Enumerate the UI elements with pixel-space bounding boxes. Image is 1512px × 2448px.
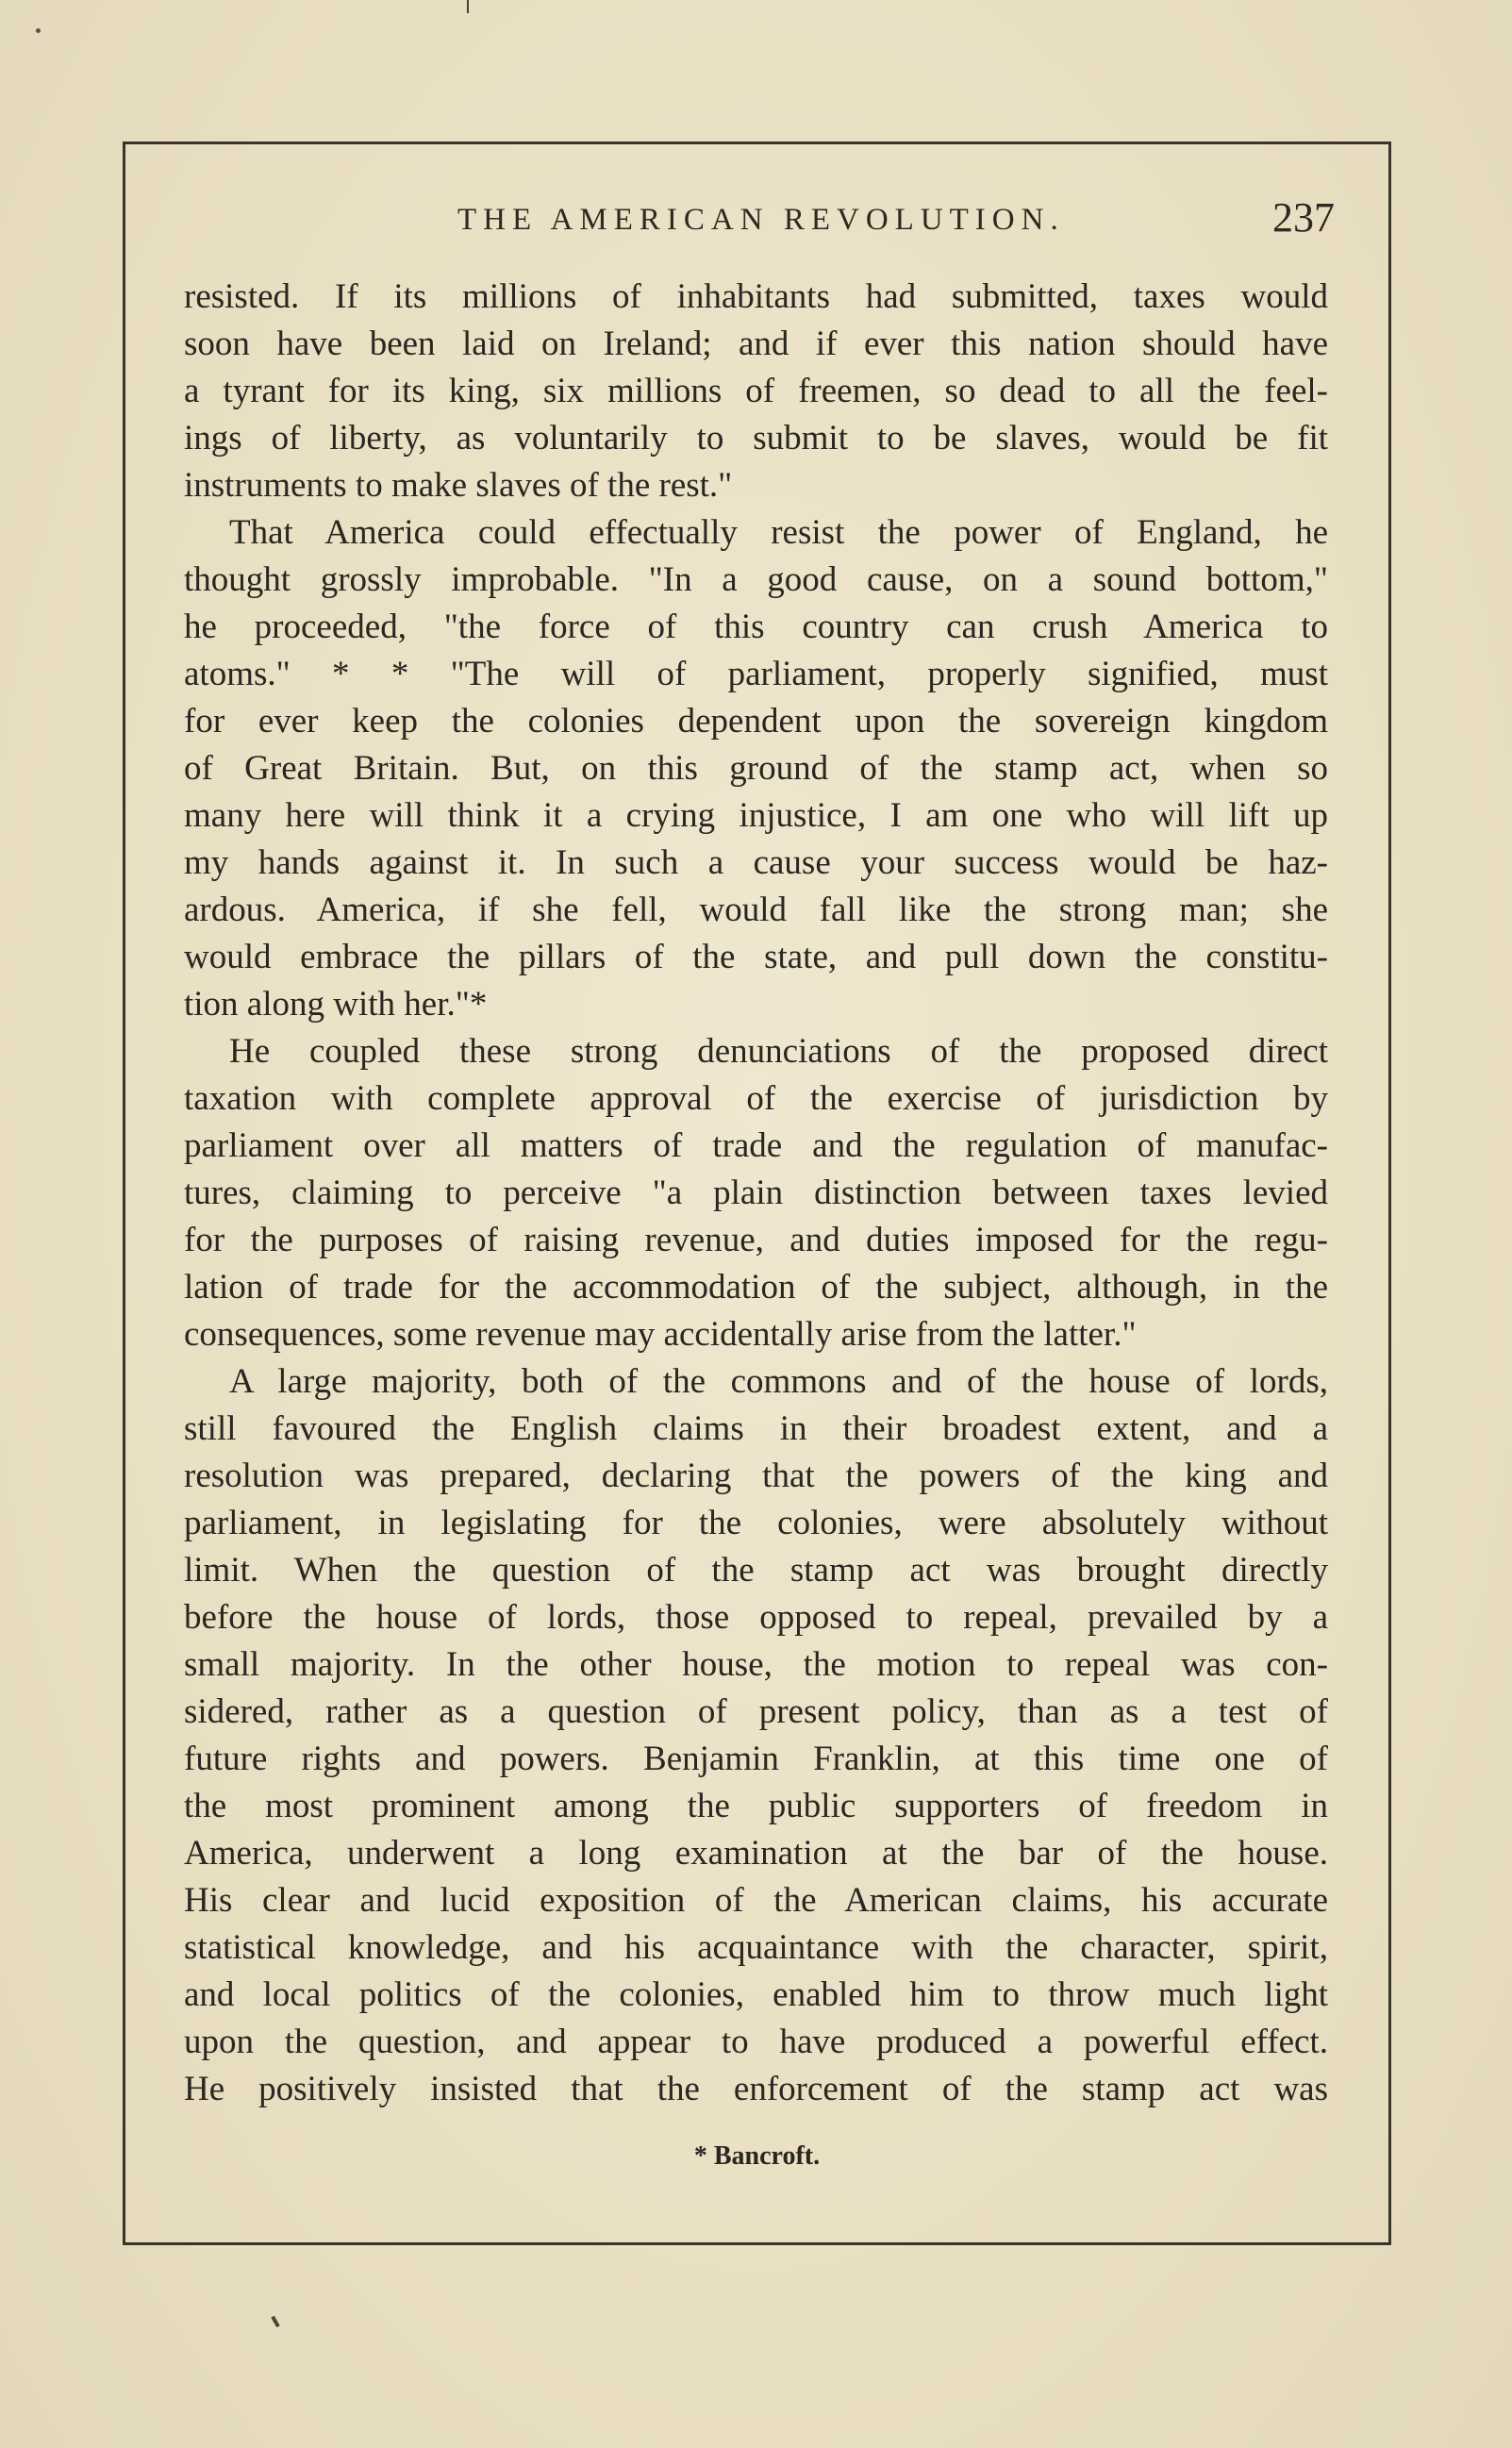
text-line: limit. When the question of the stamp act was brought directly xyxy=(184,1551,1328,1590)
text-line: soon have been laid on Ireland; and if ever this nation should have xyxy=(184,325,1328,363)
text-line: atoms." * * "The will of parliament, properly signified, must xyxy=(184,655,1328,693)
text-line: thought grossly improbable. "In a good cause, on a sound bottom," xyxy=(184,560,1328,599)
body-text xyxy=(184,274,1328,2113)
page-number: 237 xyxy=(1272,194,1335,241)
text-line: of Great Britain. But, on this ground of the stamp act, when so xyxy=(184,749,1328,788)
text-line: That America could effectually resist the power of England, he xyxy=(229,513,1328,552)
text-line: parliament, in legislating for the colonies, were absolutely without xyxy=(184,1504,1328,1542)
text-line: many here will think it a crying injustice, I am one who will lift up xyxy=(184,796,1328,835)
print-speck xyxy=(467,0,469,13)
footnote: * Bancroft. xyxy=(693,2141,821,2171)
text-line: consequences, some revenue may accidentally arise from the latter." xyxy=(184,1315,1137,1354)
text-line: upon the question, and appear to have produced a powerful effect. xyxy=(184,2023,1328,2061)
text-line: statistical knowledge, and his acquaintance with the character, spirit, xyxy=(184,1928,1328,1967)
text-line: ardous. America, if she fell, would fall like the strong man; she xyxy=(184,891,1328,929)
text-line: tures, claiming to perceive "a plain distinction between taxes levied xyxy=(184,1174,1328,1212)
text-line: for the purposes of raising revenue, and duties imposed for the regu- xyxy=(184,1221,1328,1259)
text-line: would embrace the pillars of the state, and pull down the constitu- xyxy=(184,938,1328,976)
running-header xyxy=(123,193,1335,250)
text-line: a tyrant for its king, six millions of freemen, so dead to all the feel- xyxy=(184,372,1328,410)
text-line: His clear and lucid exposition of the American claims, his accurate xyxy=(184,1881,1328,1920)
text-line: sidered, rather as a question of present policy, than as a test of xyxy=(184,1692,1328,1731)
print-speck xyxy=(36,28,41,33)
text-line: before the house of lords, those opposed to repeal, prevailed by a xyxy=(184,1598,1328,1637)
text-line: tion along with her."* xyxy=(184,985,488,1024)
text-line: instruments to make slaves of the rest." xyxy=(184,466,733,505)
text-line: my hands against it. In such a cause your success would be haz- xyxy=(184,843,1328,882)
running-title: THE AMERICAN REVOLUTION. xyxy=(457,203,1065,237)
text-line: He coupled these strong denunciations of the proposed direct xyxy=(229,1032,1328,1071)
text-line: still favoured the English claims in their broadest extent, and a xyxy=(184,1409,1328,1448)
text-line: America, underwent a long examination at the bar of the house. xyxy=(184,1834,1328,1873)
text-line: resolution was prepared, declaring that the powers of the king and xyxy=(184,1457,1328,1495)
text-line: small majority. In the other house, the motion to repeal was con- xyxy=(184,1645,1328,1684)
text-line: parliament over all matters of trade and the regulation of manufac- xyxy=(184,1126,1328,1165)
text-line: taxation with complete approval of the exercise of jurisdiction by xyxy=(184,1079,1328,1118)
text-line: for ever keep the colonies dependent upon the sovereign kingdom xyxy=(184,702,1328,741)
text-line: lation of trade for the accommodation of the subject, although, in the xyxy=(184,1268,1328,1307)
text-line: ings of liberty, as voluntarily to submit to be slaves, would be fit xyxy=(184,419,1328,458)
text-line: He positively insisted that the enforcement of the stamp act was xyxy=(184,2070,1328,2108)
text-line: future rights and powers. Benjamin Franklin, at this time one of xyxy=(184,1740,1328,1778)
text-line: he proceeded, "the force of this country can crush America to xyxy=(184,608,1328,646)
text-line: A large majority, both of the commons and of the house of lords, xyxy=(229,1362,1328,1401)
text-line: and local politics of the colonies, enabled him to throw much light xyxy=(184,1975,1328,2014)
text-line: the most prominent among the public supporters of freedom in xyxy=(184,1787,1328,1825)
text-line: resisted. If its millions of inhabitants had submitted, taxes would xyxy=(184,277,1328,316)
